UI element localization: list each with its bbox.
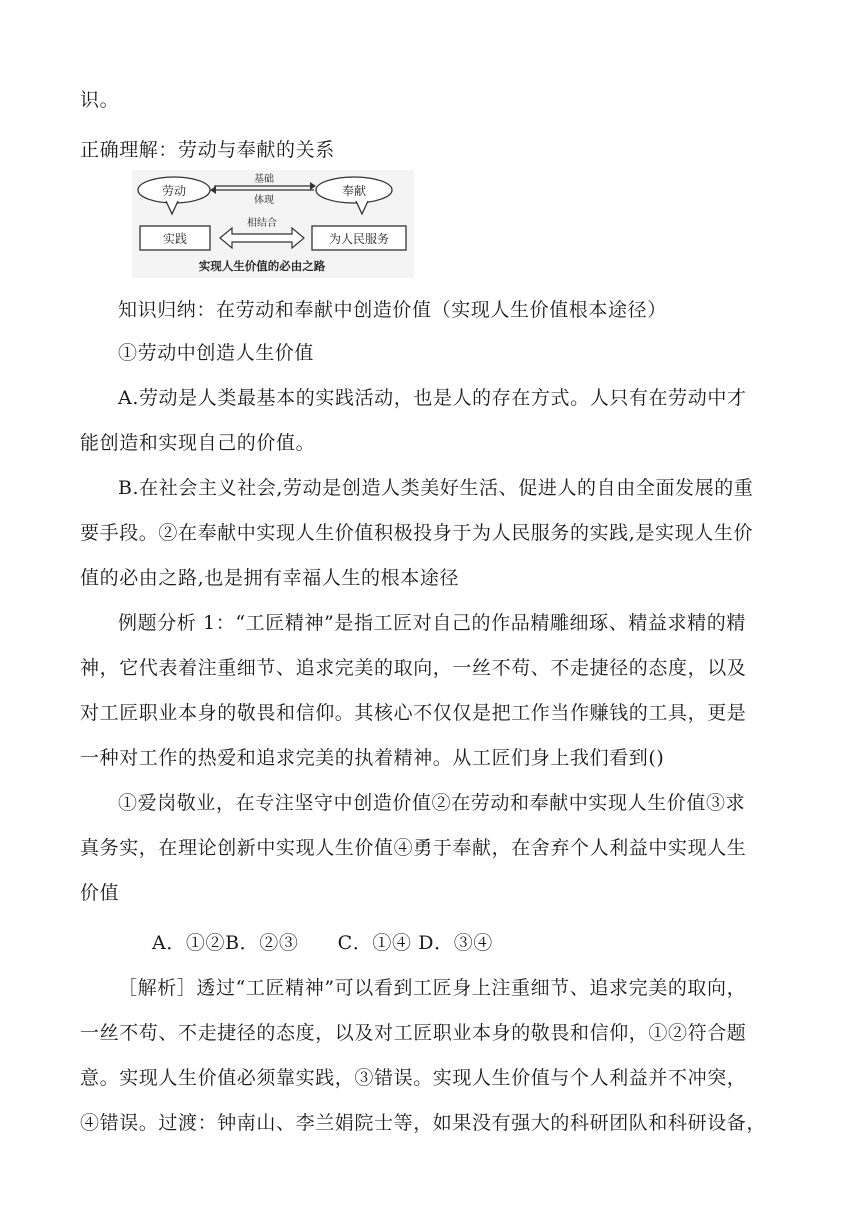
text-line: ④错误。过渡：钟南山、李兰娟院士等，如果没有强大的科研团队和科研设备， <box>80 1112 767 1134</box>
example-question: 例题分析 1：“工匠精神”是指工匠对自己的作品精雕细琢、精益求精的精 <box>118 612 746 634</box>
text-line: 一种对工作的热爱和追求完美的执着精神。从工匠们身上我们看到() <box>80 747 665 769</box>
text-line: 神，它代表着注重细节、追求完美的取向，一丝不苟、不走捷径的态度，以及 <box>80 657 747 679</box>
basis-label: 基础 <box>254 174 274 185</box>
dedication-label: 奉献 <box>341 184 367 198</box>
practice-label: 实践 <box>162 232 188 246</box>
labor-label: 劳动 <box>161 184 187 198</box>
serve-box <box>312 226 406 250</box>
text-line: 真务实，在理论创新中实现人生价值④勇于奉献，在舍弃个人利益中实现人生 <box>80 837 747 859</box>
text-line: 对工匠职业本身的敬畏和信仰。其核心不仅仅是把工作当作赚钱的工具，更是 <box>80 702 747 724</box>
text-line: 价值 <box>80 882 120 904</box>
text-line: 意。实现人生价值必须靠实践，③错误。实现人生价值与个人利益并不冲突， <box>80 1067 747 1089</box>
text-line: 要手段。②在奉献中实现人生价值积极投身于为人民服务的实践,是实现人生价 <box>80 522 754 544</box>
labor-dedication-diagram <box>132 170 414 278</box>
section-heading: 正确理解：劳动与奉献的关系 <box>80 139 335 161</box>
text-line: ①爱岗敬业，在专注坚守中创造价值②在劳动和奉献中实现人生价值③求 <box>118 792 746 814</box>
text-line: A.劳动是人类最基本的实践活动，也是人的存在方式。人只有在劳动中才 <box>118 387 747 409</box>
text-line: 能创造和实现自己的价值。 <box>80 432 316 454</box>
knowledge-summary: 知识归纳：在劳动和奉献中创造价值（实现人生价值根本途径） <box>118 299 667 321</box>
practice-box <box>140 226 210 250</box>
answer-options: A．①②B．②③ C．①④ D．③④ <box>152 932 493 954</box>
serve-label: 为人民服务 <box>328 232 390 246</box>
point-heading: ①劳动中创造人生价值 <box>118 342 315 364</box>
text-line: B.在社会主义社会,劳动是创造人类美好生活、促进人的自由全面发展的重 <box>118 477 754 499</box>
text-line: 一丝不苟、不走捷径的态度，以及对工匠职业本身的敬畏和信仰，①②符合题 <box>80 1022 747 1044</box>
manifest-label: 体现 <box>254 195 274 206</box>
combine-label: 相结合 <box>247 218 277 229</box>
text-line: 识。 <box>80 89 120 111</box>
diagram-caption: 实现人生价值的必由之路 <box>198 259 326 273</box>
analysis: ［解析］透过“工匠精神”可以看到工匠身上注重细节、追求完美的取向， <box>118 977 747 999</box>
text-line: 值的必由之路,也是拥有幸福人生的根本途径 <box>80 567 460 589</box>
